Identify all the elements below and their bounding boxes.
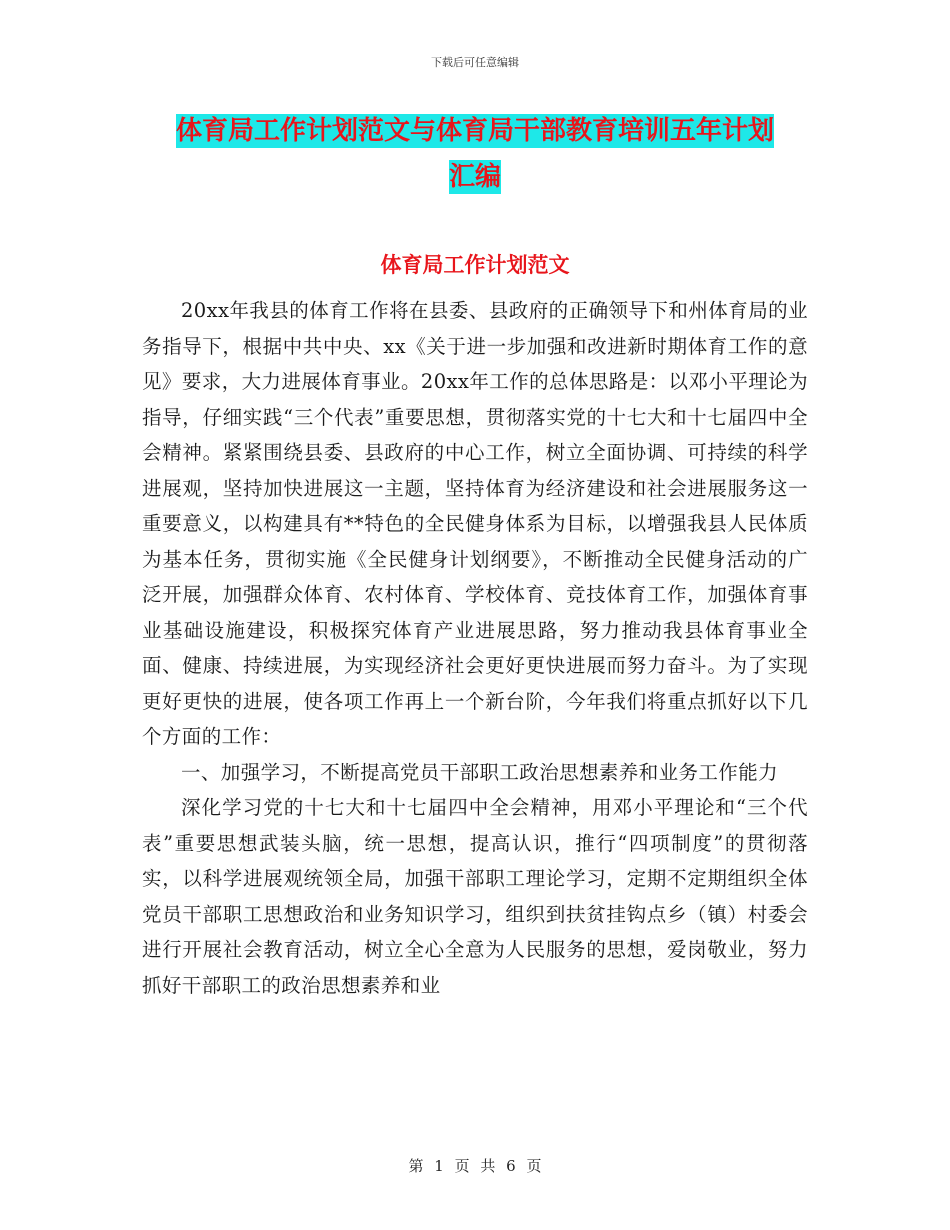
paragraph-heading-1: 一、加强学习，不断提高党员干部职工政治思想素养和业务工作能力 — [181, 760, 779, 784]
document-title-line-1: 体育局工作计划范文与体育局干部教育培训五年计划 — [175, 116, 774, 146]
body-text — [142, 293, 808, 1003]
header-note: 下载后可任意编辑 — [431, 56, 519, 69]
page-footer: 第 1 页 共 6 页 — [408, 1157, 542, 1175]
paragraph-intro: 20xx年我县的体育工作将在县委、县政府的正确领导下和州体育局的业务指导下，根据中共中央、xx《关于进一步加强和改进新时期体育工作的意见》要求，大力进展体育事业。20xx年工作的总体思路是：以邓小平理论为指导，仔细实践“三个代表”重要思想，贯彻落实党的十七大和十七届四中全会精神。紧紧围绕县委、县政府的中心工作，树立全面协调、可持续的科学进展观，坚持加快进展这一主题，坚持体育为经济建设和社会进展服务这一重要意义，以构建具有**特色的全民健身体系为目标，以增强我县人民体质为基本任务，贯彻实施《全民健身计划纲要》，不断推动全民健身活动的广泛开展，加强群众体育、农村体育、学校体育、竞技体育工作，加强体育事业基础设施建设，积极探究体育产业进展思路，努力推动我县体育事业全面、健康、持续进展，为实现经济社会更好更快进展而努力奋斗。为了实现更好更快的进展，使各项工作再上一个新台阶，今年我们将重点抓好以下几个方面的工作： — [142, 299, 808, 748]
paragraph-study: 深化学习党的十七大和十七届四中全会精神，用邓小平理论和“三个代表”重要思想武装头脑，统一思想，提高认识，推行“四项制度”的贯彻落实，以科学进展观统领全局，加强干部职工理论学习，定期不定期组织全体党员干部职工思想政治和业务知识学习，组织到扶贫挂钩点乡（镇）村委会进行开展社会教育活动，树立全心全意为人民服务的思想，爱岗敬业，努力抓好干部职工的政治思想素养和业 — [142, 796, 808, 997]
document-title — [140, 108, 810, 200]
document-title-line-2: 汇编 — [448, 162, 501, 192]
section-title: 体育局工作计划范文 — [380, 253, 570, 277]
